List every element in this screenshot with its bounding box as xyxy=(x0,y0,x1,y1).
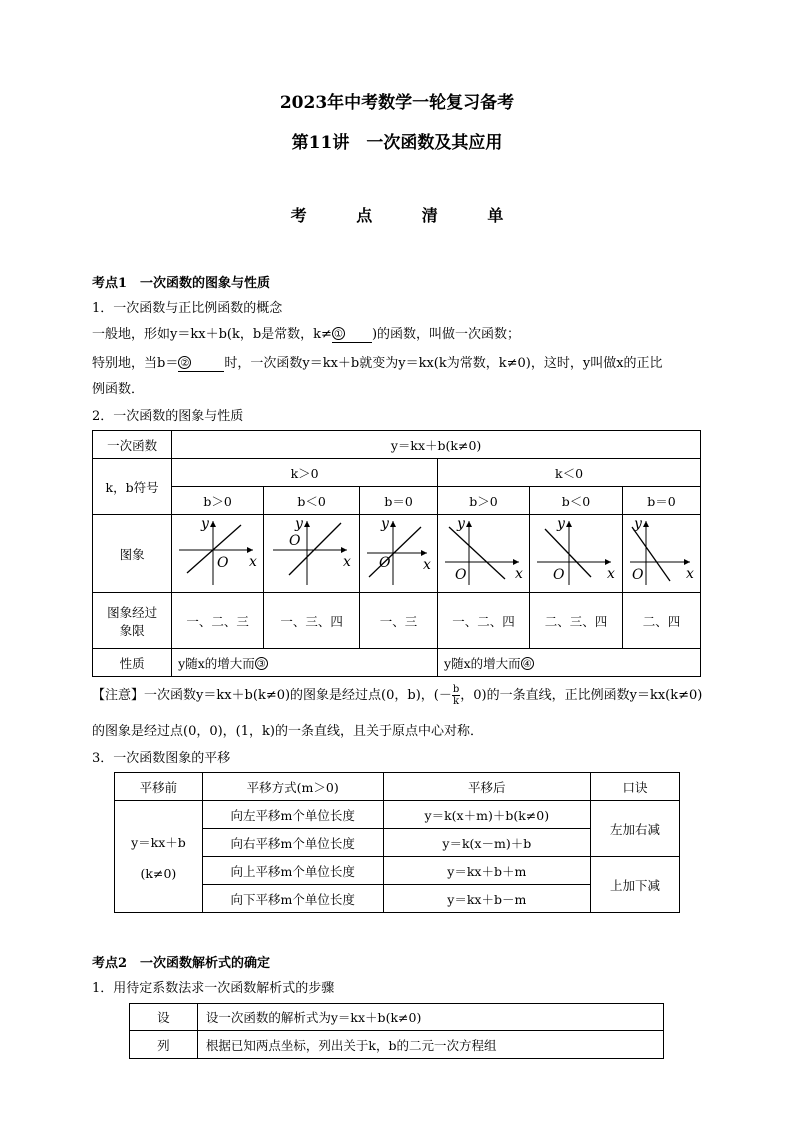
origin-label: O xyxy=(378,555,391,571)
kp1-line3: 例函数． xyxy=(92,382,145,397)
note-frac-den: k xyxy=(453,696,460,707)
note-frac-num: b xyxy=(452,684,460,695)
document-title: 2023年中考数学一轮复习备考 xyxy=(279,93,515,113)
kp1-line2b: b＝ xyxy=(157,356,179,371)
lecture-title: 第11讲 一次函数及其应用 xyxy=(291,133,503,153)
quadrant-5: 二、三、四 xyxy=(530,593,623,649)
b-case-1: b＞0 xyxy=(172,487,264,515)
graph-cell-1 xyxy=(172,515,264,593)
graph-5 xyxy=(531,515,621,589)
row-quad-label xyxy=(93,593,172,649)
x-label: x xyxy=(422,557,431,573)
kp2-item1: 1．用待定系数法求一次函数解析式的步骤 xyxy=(92,981,335,996)
graph-cell-3 xyxy=(360,515,438,593)
row-graph-label: 图象 xyxy=(93,515,172,593)
origin-label: O xyxy=(216,555,229,571)
y-axis-arrow xyxy=(390,521,396,527)
kp1-line1a: 一般地，形如 xyxy=(92,327,171,342)
y-label: y xyxy=(200,516,209,532)
t2-before-2: (k≠0) xyxy=(140,865,177,881)
x-label: x xyxy=(607,566,615,582)
y-axis-arrow xyxy=(304,521,310,527)
graph-6 xyxy=(624,515,700,589)
x-axis-arrow xyxy=(421,550,427,556)
note-line1 xyxy=(92,684,702,707)
quadrant-1: 一、二、三 xyxy=(172,593,264,649)
blank-3[interactable]: ③ xyxy=(255,657,268,670)
y-axis-arrow xyxy=(643,521,649,527)
x-axis-arrow xyxy=(605,559,611,565)
t2-header-before: 平移前 xyxy=(115,773,203,801)
t2-after-1: y＝k(x＋m)＋b(k≠0) xyxy=(383,801,591,829)
kp1-line2c: 时，一次函数 xyxy=(224,356,303,371)
prop-right-text: y随x的增大而 xyxy=(444,655,521,671)
graph-cell-5 xyxy=(530,515,623,593)
row-func-value: y＝kx＋b(k≠0) xyxy=(172,431,701,459)
function-properties-table xyxy=(92,430,701,677)
graph-4 xyxy=(439,515,529,589)
t2-rule-2: 上加下减 xyxy=(591,857,680,913)
graph-cell-2 xyxy=(264,515,360,593)
graph-cell-6 xyxy=(623,515,701,593)
y-axis-arrow xyxy=(566,521,572,527)
kp1-item2: 2．一次函数的图象与性质 xyxy=(92,409,244,424)
item3: 3．一次函数图象的平移 xyxy=(92,751,231,766)
b-case-2: b＜0 xyxy=(264,487,360,515)
x-axis-arrow xyxy=(247,547,253,553)
function-line xyxy=(369,527,421,577)
t3-step-2: 列 xyxy=(130,1031,198,1059)
x-axis-arrow xyxy=(684,559,690,565)
t2-after-4: y＝kx＋b－m xyxy=(383,885,591,913)
t2-header-rule: 口诀 xyxy=(591,773,680,801)
prop-left-text: y随x的增大而 xyxy=(178,655,255,671)
t2-way-1: 向左平移m个单位长度 xyxy=(202,801,383,829)
note-part2: ，0)的一条直线，正比例函数y＝kx(k≠0) xyxy=(460,688,703,703)
function-line xyxy=(545,529,591,577)
kp1-line2 xyxy=(92,352,663,372)
row-func-label: 一次函数 xyxy=(93,431,172,459)
y-label: y xyxy=(456,516,465,532)
x-label: x xyxy=(514,566,523,582)
y-label: y xyxy=(380,516,389,532)
graph-cell-4 xyxy=(438,515,530,593)
kp2-heading: 考点2 一次函数解析式的确定 xyxy=(92,956,271,971)
b-case-4: b＞0 xyxy=(438,487,530,515)
k-negative-header: k＜0 xyxy=(438,459,701,487)
t2-before-1: y＝kx＋b xyxy=(131,834,186,850)
section-subtitle: 考 点 清 单 xyxy=(290,206,526,225)
kp1-heading: 考点1 一次函数的图象与性质 xyxy=(92,276,271,291)
quadrant-4: 一、二、四 xyxy=(438,593,530,649)
quadrant-2: 一、三、四 xyxy=(264,593,360,649)
t3-desc-2: 根据已知两点坐标，列出关于k，b的二元一次方程组 xyxy=(197,1031,663,1059)
graph-3 xyxy=(361,515,437,589)
origin-label: O xyxy=(288,533,301,549)
kp1-line1 xyxy=(92,323,520,343)
origin-label: O xyxy=(553,567,565,583)
graph-2 xyxy=(267,515,357,589)
x-label: x xyxy=(342,554,351,570)
blank-1[interactable] xyxy=(332,327,372,343)
t2-after-3: y＝kx＋b＋m xyxy=(383,857,591,885)
y-axis-arrow xyxy=(466,521,472,527)
t3-step-1: 设 xyxy=(130,1004,198,1031)
graph-1 xyxy=(173,515,263,589)
b-case-3: b＝0 xyxy=(360,487,438,515)
function-line xyxy=(187,525,241,573)
t2-rule-1: 左加右减 xyxy=(591,801,680,857)
kp1-line1c: )的函数，叫做一次函数； xyxy=(371,327,521,342)
origin-label: O xyxy=(631,567,643,583)
t2-header-way: 平移方式(m＞0) xyxy=(202,773,383,801)
row-quad-label-2: 象限 xyxy=(119,622,145,638)
t2-way-3: 向上平移m个单位长度 xyxy=(202,857,383,885)
kp1-line2d: y＝kx＋b就变为y＝kx(k为常数，k≠0)，这时，y叫做x的正比 xyxy=(302,356,663,371)
y-label: y xyxy=(557,516,565,532)
row-kb-label: k，b符号 xyxy=(93,459,172,515)
blank-2[interactable] xyxy=(178,356,224,372)
quadrant-6: 二、四 xyxy=(623,593,701,649)
note-part1: 【注意】一次函数y＝kx＋b(k≠0)的图象是经过点(0，b)，(－ xyxy=(92,688,452,703)
steps-table xyxy=(129,1003,664,1059)
kp1-line1b: y＝kx＋b(k，b是常数，k≠ xyxy=(170,327,332,342)
note-line2: 的图象是经过点(0，0)，(1，k)的一条直线，且关于原点中心对称． xyxy=(92,724,483,739)
k-positive-header: k＞0 xyxy=(172,459,438,487)
t2-before xyxy=(115,801,203,913)
x-label: x xyxy=(248,554,257,570)
blank-2-marker: ② xyxy=(178,356,191,369)
blank-4[interactable]: ④ xyxy=(521,657,534,670)
t2-after-2: y＝k(x－m)＋b xyxy=(383,829,591,857)
row-prop-label: 性质 xyxy=(93,649,172,677)
translation-table xyxy=(114,772,680,913)
t2-way-4: 向下平移m个单位长度 xyxy=(202,885,383,913)
x-axis-arrow xyxy=(513,559,519,565)
origin-label: O xyxy=(454,567,467,583)
x-axis-arrow xyxy=(341,547,347,553)
prop-right xyxy=(438,649,701,677)
x-label: x xyxy=(685,566,694,582)
kp1-line2a: 特别地，当 xyxy=(92,356,158,371)
y-label: y xyxy=(633,516,642,532)
kp1-item1: 1．一次函数与正比例函数的概念 xyxy=(92,301,283,316)
blank-1-marker: ① xyxy=(332,327,345,340)
prop-left xyxy=(172,649,438,677)
y-axis-arrow xyxy=(210,521,216,527)
t2-header-after: 平移后 xyxy=(383,773,591,801)
b-case-6: b＝0 xyxy=(623,487,701,515)
quadrant-3: 一、三 xyxy=(360,593,438,649)
b-case-5: b＜0 xyxy=(530,487,623,515)
y-label: y xyxy=(294,516,303,532)
row-quad-label-1: 图象经过 xyxy=(107,604,158,620)
t2-way-2: 向右平移m个单位长度 xyxy=(202,829,383,857)
t3-desc-1: 设一次函数的解析式为y＝kx＋b(k≠0) xyxy=(197,1004,663,1031)
